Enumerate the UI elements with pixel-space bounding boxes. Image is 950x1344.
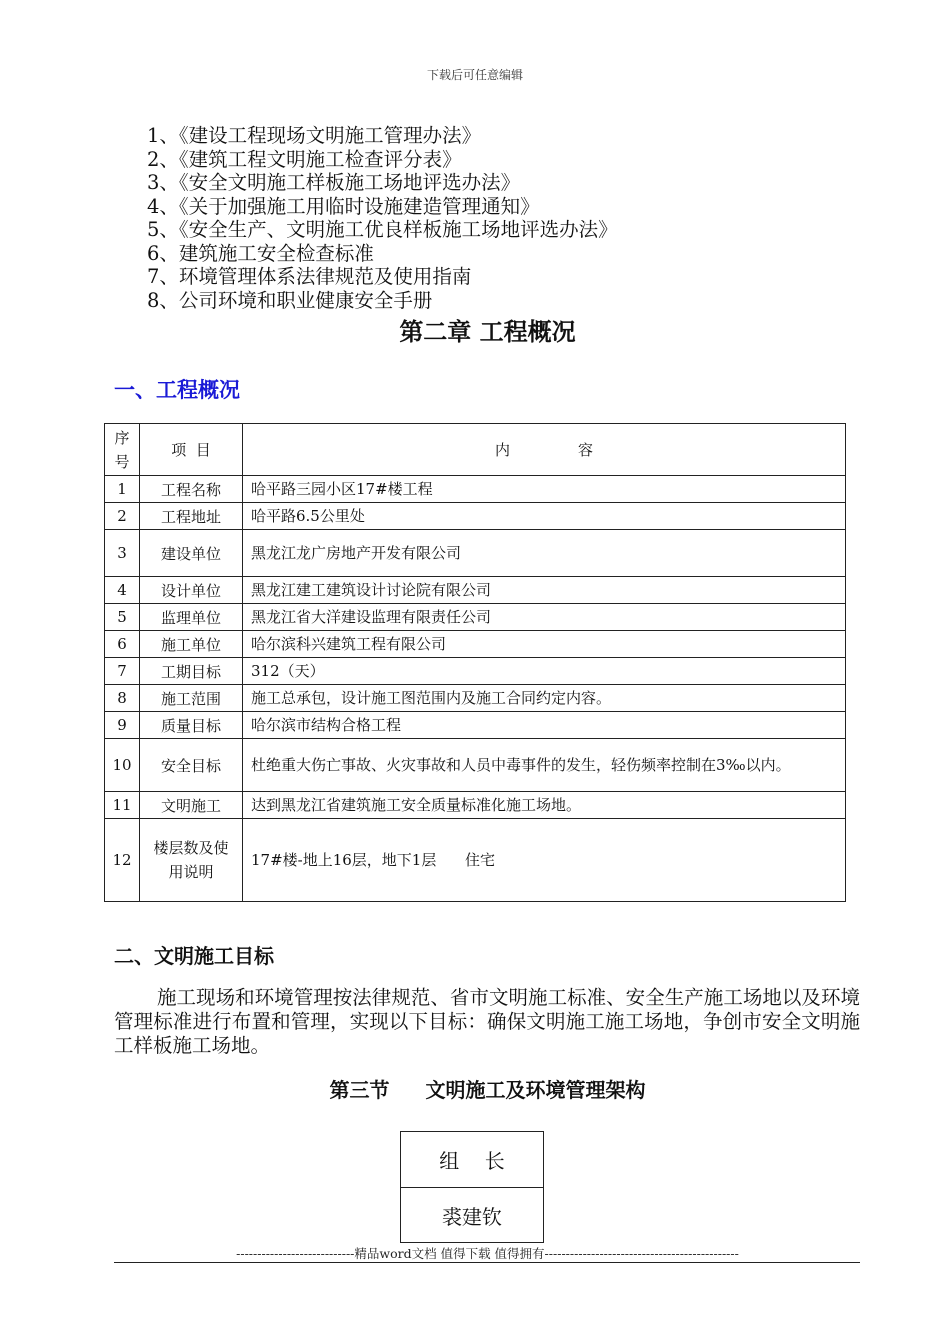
row-content: 黑龙江省大洋建设监理有限责任公司 <box>243 604 846 631</box>
row-item: 质量目标 <box>140 712 243 739</box>
reference-item: 6、建筑施工安全检查标准 <box>147 241 374 265</box>
row-no: 11 <box>105 792 140 819</box>
row-content: 黑龙江龙广房地产开发有限公司 <box>243 530 846 577</box>
table-header-row <box>105 424 846 476</box>
header-note: 下载后可任意编辑 <box>426 68 523 82</box>
row-content: 哈平路三园小区17#楼工程 <box>243 476 846 503</box>
row-no: 12 <box>105 819 140 902</box>
row-no: 4 <box>105 577 140 604</box>
row-content: 杜绝重大伤亡事故、火灾事故和人员中毒事件的发生，轻伤频率控制在3‰以内。 <box>243 739 846 792</box>
table-row <box>105 503 846 530</box>
table-row <box>105 792 846 819</box>
section3-heading: 文明施工及环境管理架构 <box>425 1078 646 1102</box>
table-row <box>105 819 846 902</box>
row-no: 10 <box>105 739 140 792</box>
reference-item: 8、公司环境和职业健康安全手册 <box>147 288 433 312</box>
table-row <box>105 631 846 658</box>
org-role: 组 长 <box>439 1149 505 1173</box>
row-content: 达到黑龙江省建筑施工安全质量标准化施工场地。 <box>243 792 846 819</box>
table-row <box>105 476 846 503</box>
reference-list <box>147 124 618 312</box>
row-content: 哈平路6.5公里处 <box>243 503 846 530</box>
row-item: 工程名称 <box>140 476 243 503</box>
table-row <box>105 712 846 739</box>
row-item: 工期目标 <box>140 658 243 685</box>
row-content: 施工总承包，设计施工图范围内及施工合同约定内容。 <box>243 685 846 712</box>
row-item: 建设单位 <box>140 530 243 577</box>
row-item: 施工单位 <box>140 631 243 658</box>
row-item: 工程地址 <box>140 503 243 530</box>
row-no: 5 <box>105 604 140 631</box>
row-no: 6 <box>105 631 140 658</box>
row-content: 哈尔滨市结构合格工程 <box>243 712 846 739</box>
footer-divider <box>114 1262 860 1263</box>
row-no: 9 <box>105 712 140 739</box>
section1-title: 一、工程概况 <box>114 378 240 402</box>
footer-text: ----------------------------精品word文档 值得下载 值得拥有---------------------------------------------- <box>236 1246 739 1261</box>
reference-item: 5、《安全生产、文明施工优良样板施工场地评选办法》 <box>147 218 618 241</box>
row-item: 监理单位 <box>140 604 243 631</box>
section2-title: 二、文明施工目标 <box>114 944 274 968</box>
row-no: 7 <box>105 658 140 685</box>
header-no: 序号 <box>105 424 140 476</box>
table-row <box>105 577 846 604</box>
row-no: 8 <box>105 685 140 712</box>
section2-paragraph: 施工现场和环境管理按法律规范、省市文明施工标准、安全生产施工场地以及环境管理标准进行布置和管理，实现以下目标：确保文明施工施工场地，争创市安全文明施工样板施工场地。 <box>114 986 860 1057</box>
header-content: 内 容 <box>243 424 846 476</box>
project-info-table <box>104 423 846 902</box>
row-item: 文明施工 <box>140 792 243 819</box>
row-no: 2 <box>105 503 140 530</box>
row-item: 安全目标 <box>140 739 243 792</box>
row-item: 设计单位 <box>140 577 243 604</box>
reference-item: 3、《安全文明施工样板施工场地评选办法》 <box>147 171 521 194</box>
row-content: 黑龙江建工建筑设计讨论院有限公司 <box>243 577 846 604</box>
org-name: 裘建钦 <box>401 1187 543 1243</box>
table-row <box>105 658 846 685</box>
table-row <box>105 685 846 712</box>
row-content: 17#楼-地上16层，地下1层 住宅 <box>243 819 846 902</box>
section3-number: 第三节 <box>329 1078 390 1102</box>
row-no: 1 <box>105 476 140 503</box>
table-row <box>105 604 846 631</box>
table-row <box>105 739 846 792</box>
chapter-title: 第二章 工程概况 <box>399 318 576 346</box>
reference-item: 1、《建设工程现场文明施工管理办法》 <box>147 124 482 147</box>
reference-item: 7、环境管理体系法律规范及使用指南 <box>147 265 472 288</box>
row-no: 3 <box>105 530 140 577</box>
section3-title <box>0 1074 950 1103</box>
reference-item: 2、《建筑工程文明施工检查评分表》 <box>147 147 462 171</box>
table-row <box>105 530 846 577</box>
header-item: 项 目 <box>140 424 243 476</box>
reference-item: 4、《关于加强施工用临时设施建造管理通知》 <box>147 194 540 218</box>
row-item: 楼层数及使用说明 <box>140 819 243 902</box>
row-content: 哈尔滨科兴建筑工程有限公司 <box>243 631 846 658</box>
org-chart-box <box>400 1131 544 1243</box>
row-content: 312（天） <box>243 658 846 685</box>
row-item: 施工范围 <box>140 685 243 712</box>
